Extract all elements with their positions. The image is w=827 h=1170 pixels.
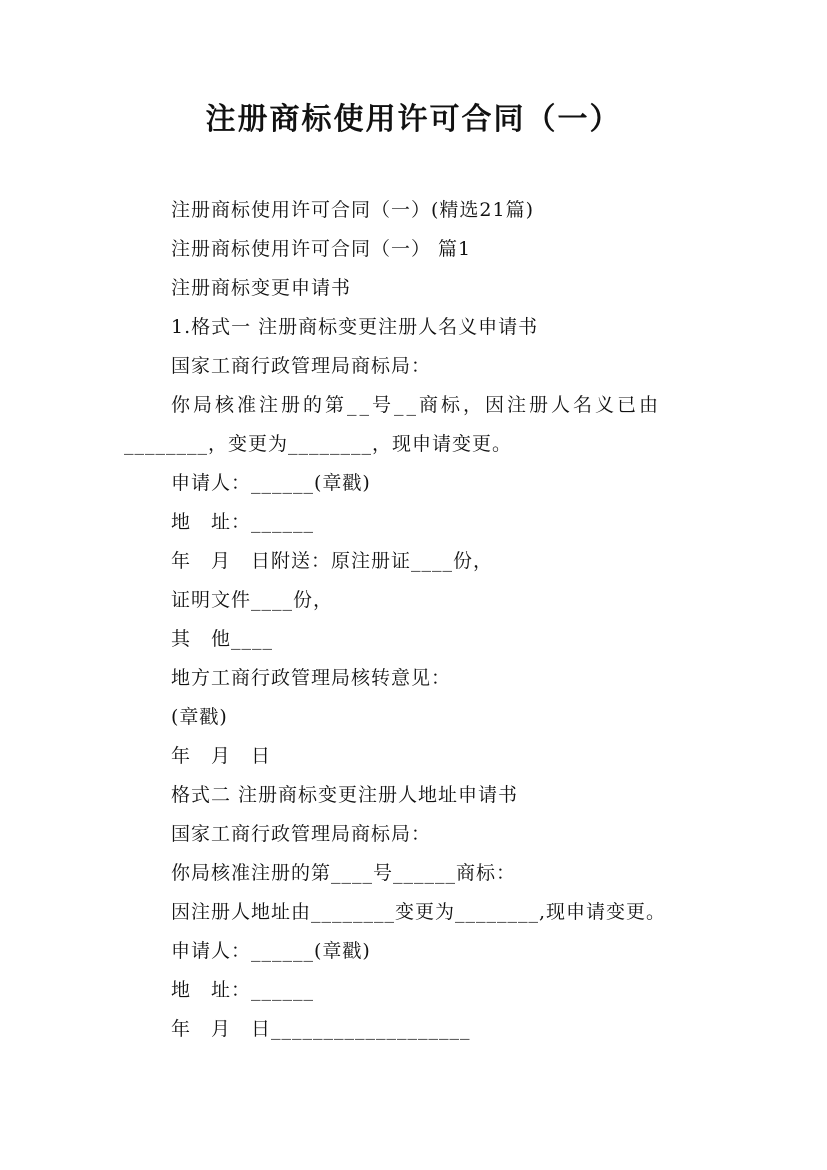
body-line: 注册商标变更申请书 [171, 277, 352, 299]
body-line: 其 他____ [171, 628, 274, 650]
body-line: ________，变更为________，现申请变更。 [124, 433, 513, 455]
body-line: 国家工商行政管理局商标局： [171, 355, 432, 377]
body-line: 格式二 注册商标变更注册人地址申请书 [171, 784, 519, 806]
body-line: (章戳) [171, 706, 228, 728]
body-line: 年 月 日附送：原注册证____份， [171, 550, 494, 572]
body-line: 证明文件____份， [171, 589, 334, 611]
body-line: 国家工商行政管理局商标局： [171, 823, 432, 845]
body-line: 你局核准注册的第____号______商标： [171, 862, 517, 884]
body-line: 地 址：______ [171, 979, 315, 1001]
body-line: 因注册人地址由________变更为________,现申请变更。 [171, 901, 667, 923]
body-line: 地方工商行政管理局核转意见： [171, 667, 452, 689]
body-line: 申请人：______(章戳) [171, 940, 371, 962]
document-body [0, 191, 827, 1049]
document-title: 注册商标使用许可合同（一） [205, 102, 622, 137]
body-line: 年 月 日___________________ [171, 1018, 471, 1040]
body-line: 申请人：______(章戳) [171, 472, 371, 494]
body-line: 1.格式一 注册商标变更注册人名义申请书 [171, 316, 539, 338]
body-line: 注册商标使用许可合同（一） 篇1 [171, 238, 472, 260]
body-line: 年 月 日 [171, 745, 272, 767]
body-line: 注册商标使用许可合同（一）(精选21篇) [171, 199, 535, 221]
body-line: 地 址：______ [171, 511, 315, 533]
body-line: 你局核准注册的第__号__商标，因注册人名义已由 [171, 394, 662, 416]
